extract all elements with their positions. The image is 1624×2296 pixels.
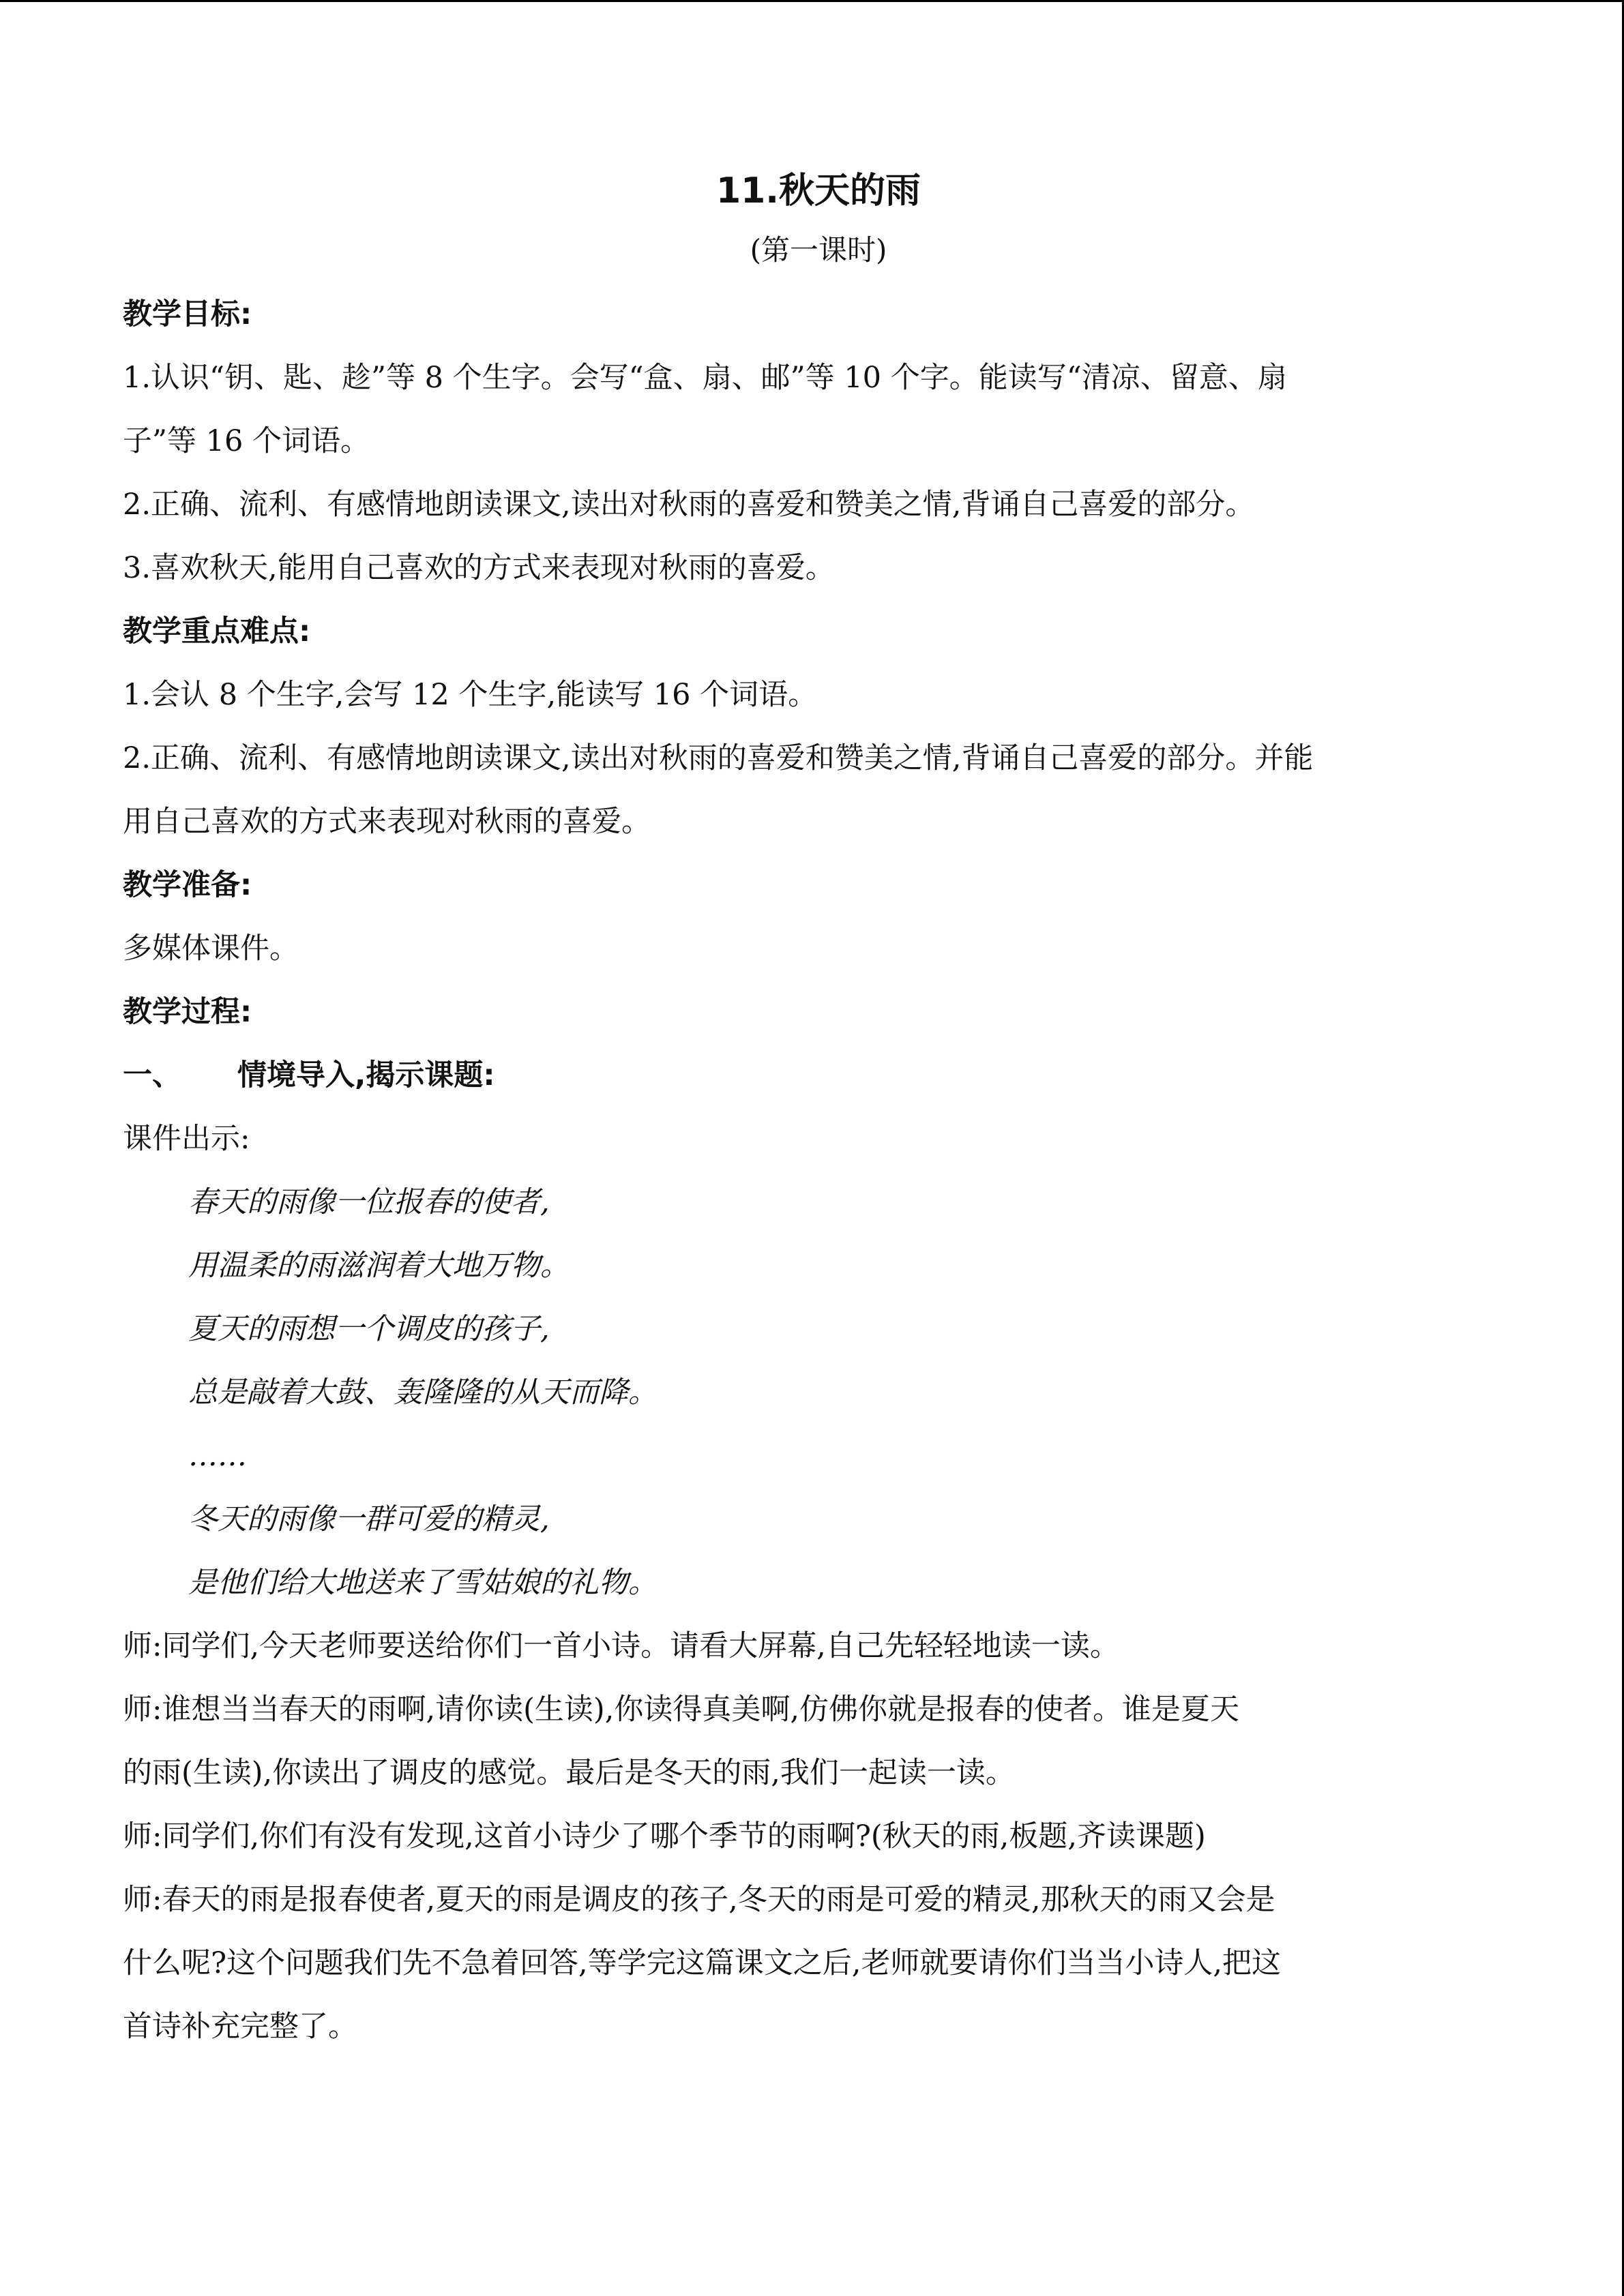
courseware-label: 课件出示: [123,1122,250,1156]
dialogue-line: 什么呢?这个问题我们先不急着回答,等学完这篇课文之后,老师就要请你们当当小诗人,把这 [123,1946,1282,1980]
poem-line: …… [188,1439,247,1473]
dialogue-line: 师:同学们,你们有没有发现,这首小诗少了哪个季节的雨啊?(秋天的雨,板题,齐读课题) [123,1819,1206,1853]
poem-line: 冬天的雨像一群可爱的精灵, [188,1502,550,1536]
objectives-heading: 教学目标: [123,297,252,331]
key-point-line: 2.正确、流利、有感情地朗读课文,读出对秋雨的喜爱和赞美之情,背诵自己喜爱的部分。并能 [123,741,1314,775]
objective-line: 1.认识“钥、匙、趁”等 8 个生字。会写“盒、扇、邮”等 10 个字。能读写“清凉、留意、扇 [123,361,1287,395]
preparation-heading: 教学准备: [123,868,252,902]
dialogue-line: 的雨(生读),你读出了调皮的感觉。最后是冬天的雨,我们一起读一读。 [123,1756,1015,1790]
poem-line: 总是敲着大鼓、轰隆隆的从天而降。 [188,1375,658,1410]
key-point-line: 用自己喜欢的方式来表现对秋雨的喜爱。 [123,805,651,839]
dialogue-line: 师:同学们,今天老师要送给你们一首小诗。请看大屏幕,自己先轻轻地读一读。 [123,1629,1119,1663]
poem-line: 夏天的雨想一个调皮的孩子, [188,1312,550,1346]
section-title: 情境导入,揭示课题: [237,1058,495,1092]
section-number: 一、 [123,1058,181,1092]
process-heading: 教学过程: [123,995,252,1029]
poem-line: 春天的雨像一位报春的使者, [188,1185,550,1219]
objective-line: 2.正确、流利、有感情地朗读课文,读出对秋雨的喜爱和赞美之情,背诵自己喜爱的部分。 [123,488,1255,522]
dialogue-line: 师:春天的雨是报春使者,夏天的雨是调皮的孩子,冬天的雨是可爱的精灵,那秋天的雨又会是 [123,1883,1275,1917]
objective-line: 3.喜欢秋天,能用自己喜欢的方式来表现对秋雨的喜爱。 [123,551,835,585]
page-subtitle: (第一课时) [750,233,887,267]
document-content [123,160,1514,2059]
key-point-line: 1.会认 8 个生字,会写 12 个生字,能读写 16 个词语。 [123,678,818,712]
poem-line: 是他们给大地送来了雪姑娘的礼物。 [188,1566,658,1600]
preparation-text: 多媒体课件。 [123,931,299,966]
poem-line: 用温柔的雨滋润着大地万物。 [188,1249,570,1283]
dialogue-line: 师:谁想当当春天的雨啊,请你读(生读),你读得真美啊,仿佛你就是报春的使者。谁是夏天 [123,1693,1240,1727]
key-points-heading: 教学重点难点: [123,614,311,648]
section-heading [123,1044,1514,1107]
dialogue-line: 首诗补充完整了。 [123,2010,357,2044]
objective-line: 子”等 16 个词语。 [123,424,370,458]
page-title: 11.秋天的雨 [715,170,921,211]
